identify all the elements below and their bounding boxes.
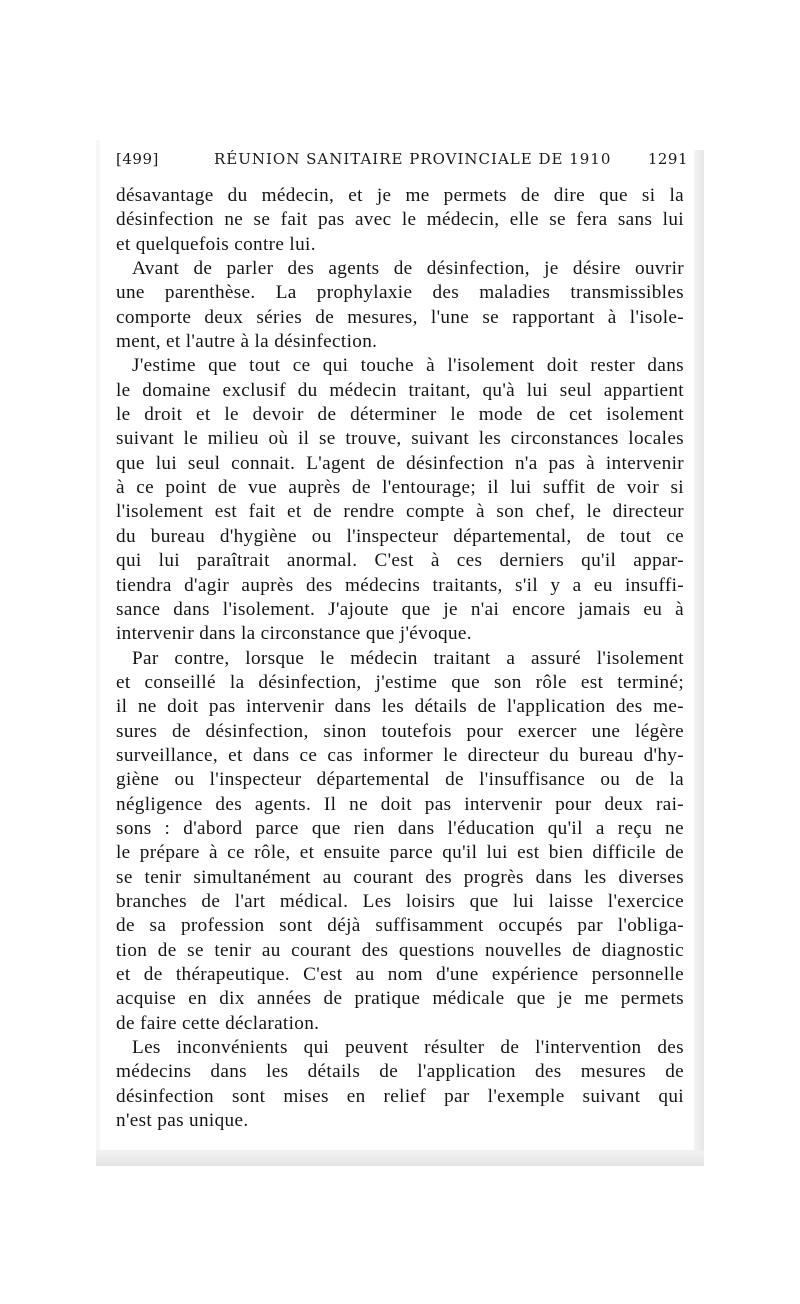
text-line: désinfection ne se fait pas avec le médecin, elle se fera sans lui	[116, 209, 684, 231]
text-line: le prépare à ce rôle, et ensuite parce qu'il lui est bien difficile de	[116, 842, 684, 864]
text-line: sures de désinfection, sinon toutefois pour exercer une légère	[116, 720, 684, 742]
paragraph	[116, 184, 684, 257]
paragraph	[116, 257, 684, 354]
text-line: suivant le milieu où il se trouve, suivant les circonstances locales	[116, 428, 684, 450]
text-line: et de thérapeutique. C'est au nom d'une expérience personnelle	[116, 964, 684, 985]
scan-edge-right	[694, 150, 704, 1166]
text-line: que lui seul connait. L'agent de désinfection n'a pas à intervenir	[116, 452, 684, 474]
text-line: ment, et l'autre à la désinfection.	[116, 331, 378, 353]
text-line: acquise en dix années de pratique médicale que je me permets	[116, 988, 684, 1010]
text-line: désinfection sont mises en relief par l'exemple suivant qui	[116, 1085, 684, 1107]
text-line: se tenir simultanément au courant des progrès dans les diverses	[116, 866, 684, 888]
text-line: l'isolement est fait et de rendre compte à son chef, le directeur	[116, 501, 684, 523]
text-line: surveillance, et dans ce cas informer le directeur du bureau d'hy-	[116, 744, 684, 766]
text-line: négligence des agents. Il ne doit pas intervenir pour deux rai-	[116, 793, 684, 815]
text-line: il ne doit pas intervenir dans les détails de l'application des me-	[116, 696, 684, 718]
text-line: intervenir dans la circonstance que j'évoque.	[116, 623, 472, 645]
text-line: du bureau d'hygiène ou l'inspecteur départemental, de tout ce	[116, 525, 684, 547]
text-line: et quelquefois contre lui.	[116, 233, 316, 255]
text-line: de faire cette déclaration.	[116, 1012, 320, 1034]
page-number: 1291	[647, 150, 688, 168]
text-line: tiendra d'agir auprès des médecins traitants, s'il y a eu insuffi-	[116, 574, 684, 596]
text-line: Avant de parler des agents de désinfection, je désire ouvrir	[132, 258, 684, 280]
paragraph	[116, 1036, 684, 1133]
text-line: sons : d'abord parce que rien dans l'éducation qu'il a reçu ne	[116, 817, 684, 839]
text-line: à ce point de vue auprès de l'entourage; il lui suffit de voir si	[116, 477, 684, 499]
text-line: qui lui paraîtrait anormal. C'est à ces derniers qu'il appar-	[116, 550, 684, 572]
text-line: de sa profession sont déjà suffisamment occupés par l'obliga-	[116, 915, 684, 937]
text-line: Par contre, lorsque le médecin traitant a assuré l'isolement	[132, 647, 684, 669]
text-line: Les inconvénients qui peuvent résulter de l'intervention des	[132, 1037, 684, 1059]
paragraph	[116, 354, 684, 646]
scan-edge-bottom	[96, 1150, 704, 1166]
text-line: sance dans l'isolement. J'ajoute que je n'ai encore jamais eu à	[116, 598, 684, 620]
running-header	[116, 150, 688, 172]
text-line: n'est pas unique.	[116, 1110, 249, 1132]
page-reference: [499]	[116, 150, 159, 168]
text-line: J'estime que tout ce qui touche à l'isolement doit rester dans	[132, 355, 684, 377]
book-page	[100, 140, 694, 1150]
text-line: et conseillé la désinfection, j'estime que son rôle est terminé;	[116, 671, 684, 693]
text-line: désavantage du médecin, et je me permets de dire que si la	[116, 185, 684, 206]
text-line: branches de l'art médical. Les loisirs que lui laisse l'exercice	[116, 890, 684, 912]
text-line: tion de se tenir au courant des questions nouvelles de diagnostic	[116, 939, 684, 961]
text-line: giène ou l'inspecteur départemental de l'insuffisance ou de la	[116, 769, 684, 791]
text-line: le domaine exclusif du médecin traitant, qu'à lui seul appartient	[116, 379, 684, 401]
text-line: comporte deux séries de mesures, l'une se rapportant à l'isole-	[116, 306, 684, 328]
running-title: RÉUNION SANITAIRE PROVINCIALE DE 1910	[214, 150, 612, 168]
text-line: le droit et le devoir de déterminer le mode de cet isolement	[116, 404, 684, 426]
paragraph	[116, 647, 684, 1037]
text-line: une parenthèse. La prophylaxie des maladies transmissibles	[116, 282, 684, 304]
text-line: médecins dans les détails de l'application des mesures de	[116, 1061, 684, 1083]
body-text	[116, 184, 684, 1133]
